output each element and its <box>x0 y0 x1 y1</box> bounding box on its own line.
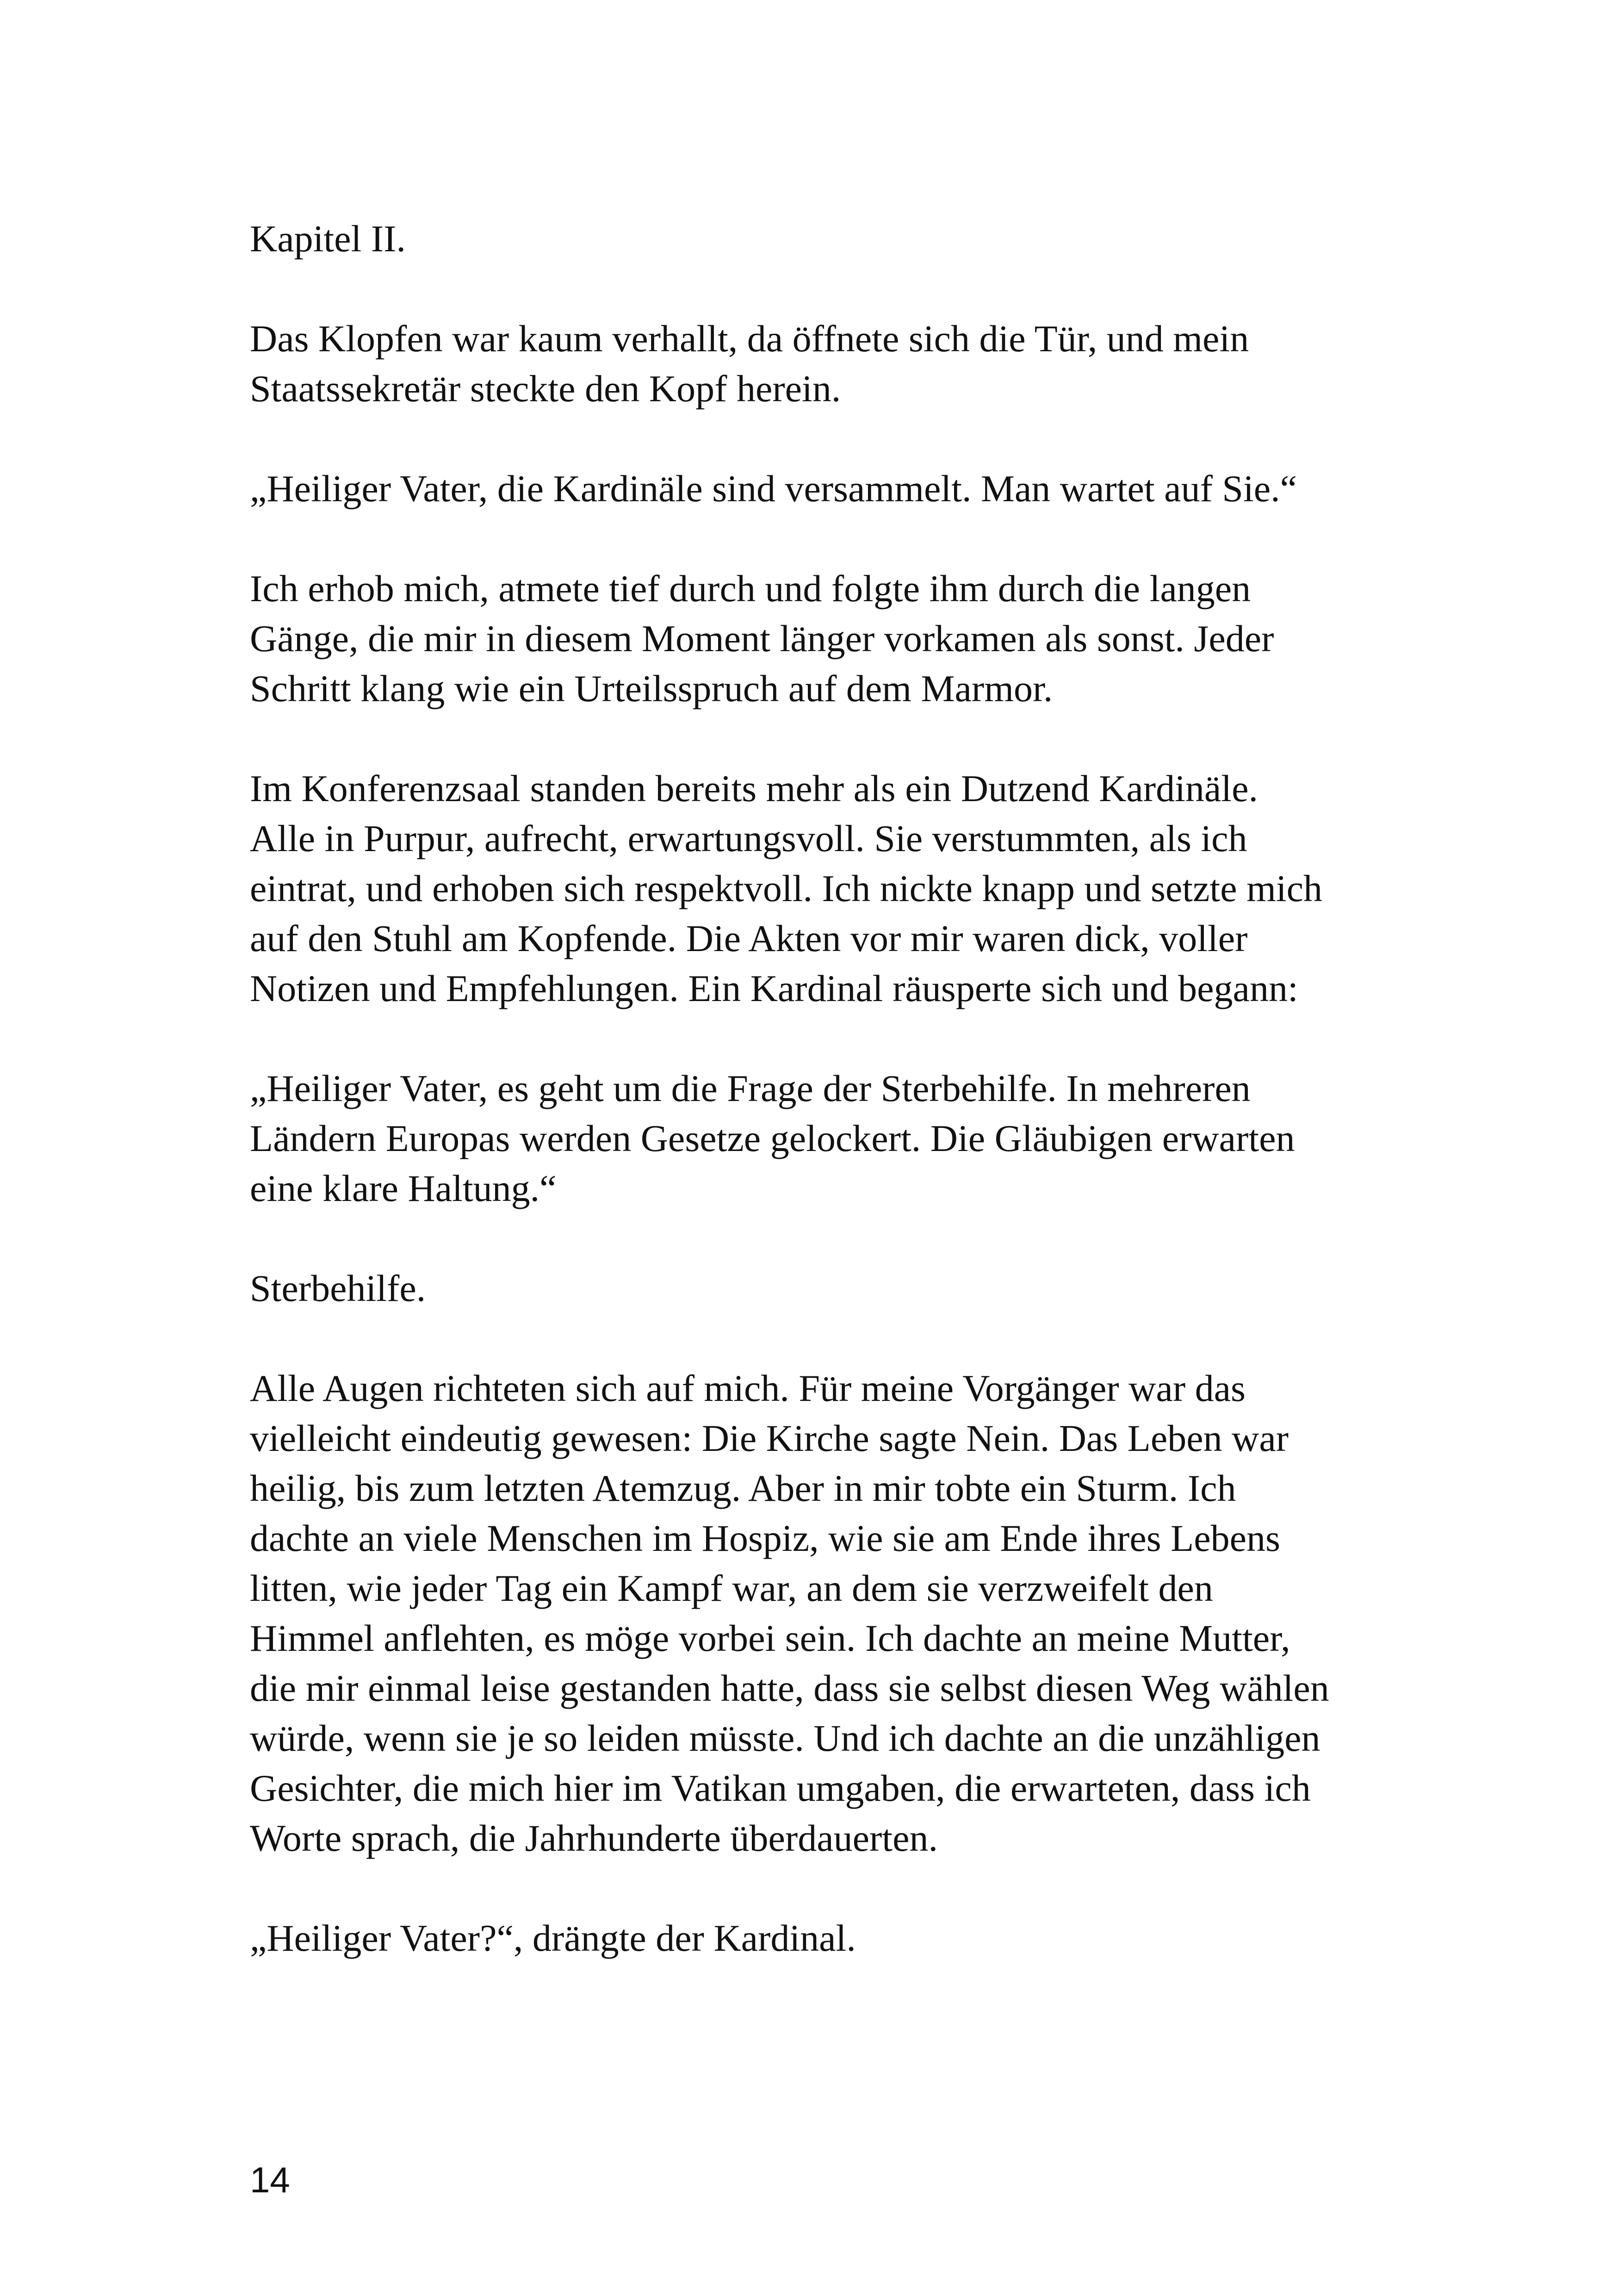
paragraph: Sterbehilfe. <box>250 1267 426 1309</box>
paragraph: Alle Augen richteten sich auf mich. Für meine Vorgänger war das vielleicht eindeutig gewesen: Die Kirche sagte Nein. Das Leben war heilig, bis zum letzten Atemzug. Aber in mir tobte ein Sturm. Ich dachte an viele Menschen im Hospiz, wie sie am Ende ihres Lebens litten, wie jeder Tag ein Kampf war, an dem sie verzweifelt den Himmel anflehten, es möge vorbei sein. Ich dachte an meine Mutter, die mir einmal leise gestanden hatte, dass sie selbst diesen Weg wählen würde, wenn sie je so leiden müsste. Und ich dachte an die unzähligen Gesichter, die mich hier im Vatikan umgaben, die erwarteten, dass ich Worte sprach, die Jahrhunderte überdauerten. <box>250 1367 1329 1859</box>
paragraph: „Heiliger Vater?“, drängte der Kardinal. <box>250 1917 856 1959</box>
page-body-text <box>250 214 1425 2013</box>
paragraph: Im Konferenzsaal standen bereits mehr als ein Dutzend Kardinäle. Alle in Purpur, aufrecht, erwartungsvoll. Sie verstummten, als ich eintrat, und erhoben sich respektvoll. Ich nickte knapp und setzte mich auf den Stuhl am Kopfende. Die Akten vor mir waren dick, voller Notizen und Empfehlungen. Ein Kardinal räusperte sich und begann: <box>250 767 1323 1009</box>
page-number: 14 <box>250 2159 290 2200</box>
chapter-heading: Kapitel II. <box>250 218 406 260</box>
paragraph: „Heiliger Vater, es geht um die Frage der Sterbehilfe. In mehreren Ländern Europas werden Gesetze gelockert. Die Gläubigen erwarten eine klare Haltung.“ <box>250 1067 1295 1209</box>
paragraph: „Heiliger Vater, die Kardinäle sind versammelt. Man wartet auf Sie.“ <box>250 467 1297 510</box>
paragraph: Das Klopfen war kaum verhallt, da öffnete sich die Tür, und mein Staatssekretär steckte den Kopf herein. <box>250 317 1249 410</box>
paragraph: Ich erhob mich, atmete tief durch und folgte ihm durch die langen Gänge, die mir in diesem Moment länger vorkamen als sonst. Jeder Schritt klang wie ein Urteilsspruch auf dem Marmor. <box>250 567 1274 709</box>
